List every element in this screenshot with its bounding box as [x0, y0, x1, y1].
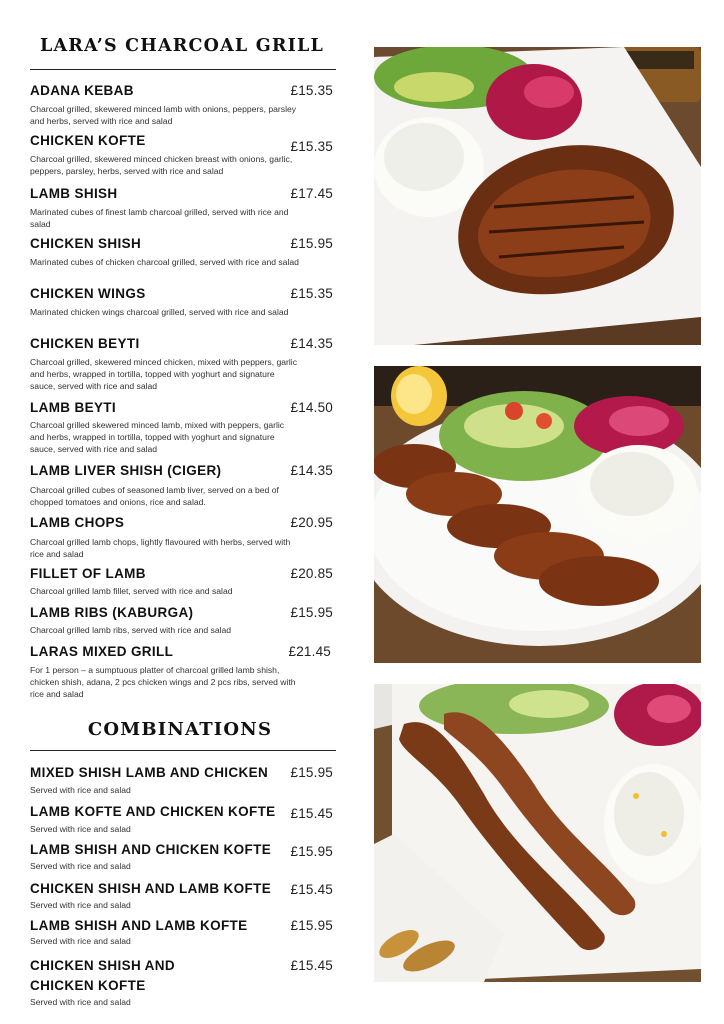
chicken-wings-illustration — [374, 366, 701, 663]
item-desc: For 1 person – a sumptuous platter of charcoal grilled lamb shish, chicken shish, adana, 2 pcs chicken wings and 2 pcs ribs, served with rice and salad — [30, 665, 296, 700]
item-name: CHICKEN BEYTI — [30, 336, 140, 351]
menu-title: LARA’S CHARCOAL GRILL — [40, 36, 324, 56]
item-desc: Charcoal grilled, skewered minced chicken breast with onions, garlic, peppers, parsley, herbs, served with rice and salad — [30, 154, 293, 177]
item-price: £15.95 — [290, 918, 333, 933]
item-name: ADANA KEBAB — [30, 83, 134, 98]
item-desc: Served with rice and salad — [30, 997, 131, 1007]
item-price: £15.45 — [290, 882, 333, 897]
item-price: £15.45 — [290, 806, 333, 821]
food-photo-adana-kebab — [374, 684, 701, 982]
item-name: LAMB SHISH — [30, 186, 118, 201]
menu-column — [0, 0, 360, 1024]
title-rule — [30, 69, 336, 70]
item-name: CHICKEN SHISH AND LAMB KOFTE — [30, 881, 272, 896]
item-price: £15.35 — [290, 83, 333, 98]
item-desc: Charcoal grilled lamb fillet, served with rice and salad — [30, 586, 233, 596]
item-desc: Marinated chicken wings charcoal grilled, served with rice and salad — [30, 307, 289, 317]
item-price: £15.95 — [290, 844, 333, 859]
item-name: CHICKEN KOFTE — [30, 133, 146, 148]
item-price: £15.95 — [290, 605, 333, 620]
item-desc: Served with rice and salad — [30, 936, 131, 946]
item-price: £15.45 — [290, 958, 333, 973]
item-desc: Served with rice and salad — [30, 861, 131, 871]
item-desc: Marinated cubes of chicken charcoal grilled, served with rice and salad — [30, 257, 299, 267]
item-desc: Served with rice and salad — [30, 785, 131, 795]
item-name: LAMB CHOPS — [30, 515, 125, 530]
item-price: £15.35 — [290, 286, 333, 301]
combinations-title: COMBINATIONS — [87, 719, 273, 740]
food-photo-chicken-wings — [374, 366, 701, 663]
item-name: FILLET OF LAMB — [30, 566, 146, 581]
item-name: LARAS MIXED GRILL — [30, 644, 174, 659]
item-price: £17.45 — [290, 186, 333, 201]
item-price: £14.35 — [290, 463, 333, 478]
item-name: LAMB RIBS (KABURGA) — [30, 605, 194, 620]
item-desc: Charcoal grilled cubes of seasoned lamb liver, served on a bed of chopped tomatoes and onions, rice and salad. — [30, 485, 279, 508]
item-name: LAMB BEYTI — [30, 400, 116, 415]
item-price: £21.45 — [288, 644, 331, 659]
chicken-fillet-illustration — [374, 47, 701, 345]
item-name: CHICKEN WINGS — [30, 286, 146, 301]
food-photo-chicken-fillet — [374, 47, 701, 345]
item-desc: Charcoal grilled, skewered minced lamb with onions, peppers, parsley and herbs, served with rice and salad — [30, 104, 297, 127]
item-price: £20.95 — [290, 515, 333, 530]
item-name: LAMB SHISH AND CHICKEN KOFTE — [30, 842, 272, 857]
item-desc: Charcoal grilled lamb chops, lightly flavoured with herbs, served with rice and salad — [30, 537, 291, 560]
item-desc: Served with rice and salad — [30, 824, 131, 834]
item-price: £20.85 — [290, 566, 333, 581]
item-desc: Charcoal grilled lamb ribs, served with rice and salad — [30, 625, 232, 635]
item-price: £14.35 — [290, 336, 333, 351]
item-price: £15.95 — [290, 236, 333, 251]
item-name: CHICKEN SHISH — [30, 236, 142, 251]
item-desc: Served with rice and salad — [30, 900, 131, 910]
item-desc: Charcoal grilled skewered minced lamb, mixed with peppers, garlic and herbs, wrapped in tortilla, topped with yoghurt and signature sauce, served with rice and salad — [30, 420, 285, 455]
item-price: £14.50 — [290, 400, 333, 415]
item-price: £15.95 — [290, 765, 333, 780]
item-name: LAMB SHISH AND LAMB KOFTE — [30, 918, 248, 933]
item-name: LAMB LIVER SHISH (CIGER) — [30, 463, 222, 478]
combinations-rule — [30, 750, 336, 751]
item-name: MIXED SHISH LAMB AND CHICKEN — [30, 765, 269, 780]
item-desc: Marinated cubes of finest lamb charcoal grilled, served with rice and salad — [30, 207, 289, 230]
adana-kebab-illustration — [374, 684, 701, 982]
item-desc: Charcoal grilled, skewered minced chicken, mixed with peppers, garlic and herbs, wrapped in tortilla, topped with yoghurt and signature sauce, served with rice and salad — [30, 357, 298, 392]
item-name: LAMB KOFTE AND CHICKEN KOFTE — [30, 804, 276, 819]
item-name: CHICKEN SHISH AND CHICKEN KOFTE — [30, 958, 175, 993]
item-price: £15.35 — [290, 139, 333, 154]
